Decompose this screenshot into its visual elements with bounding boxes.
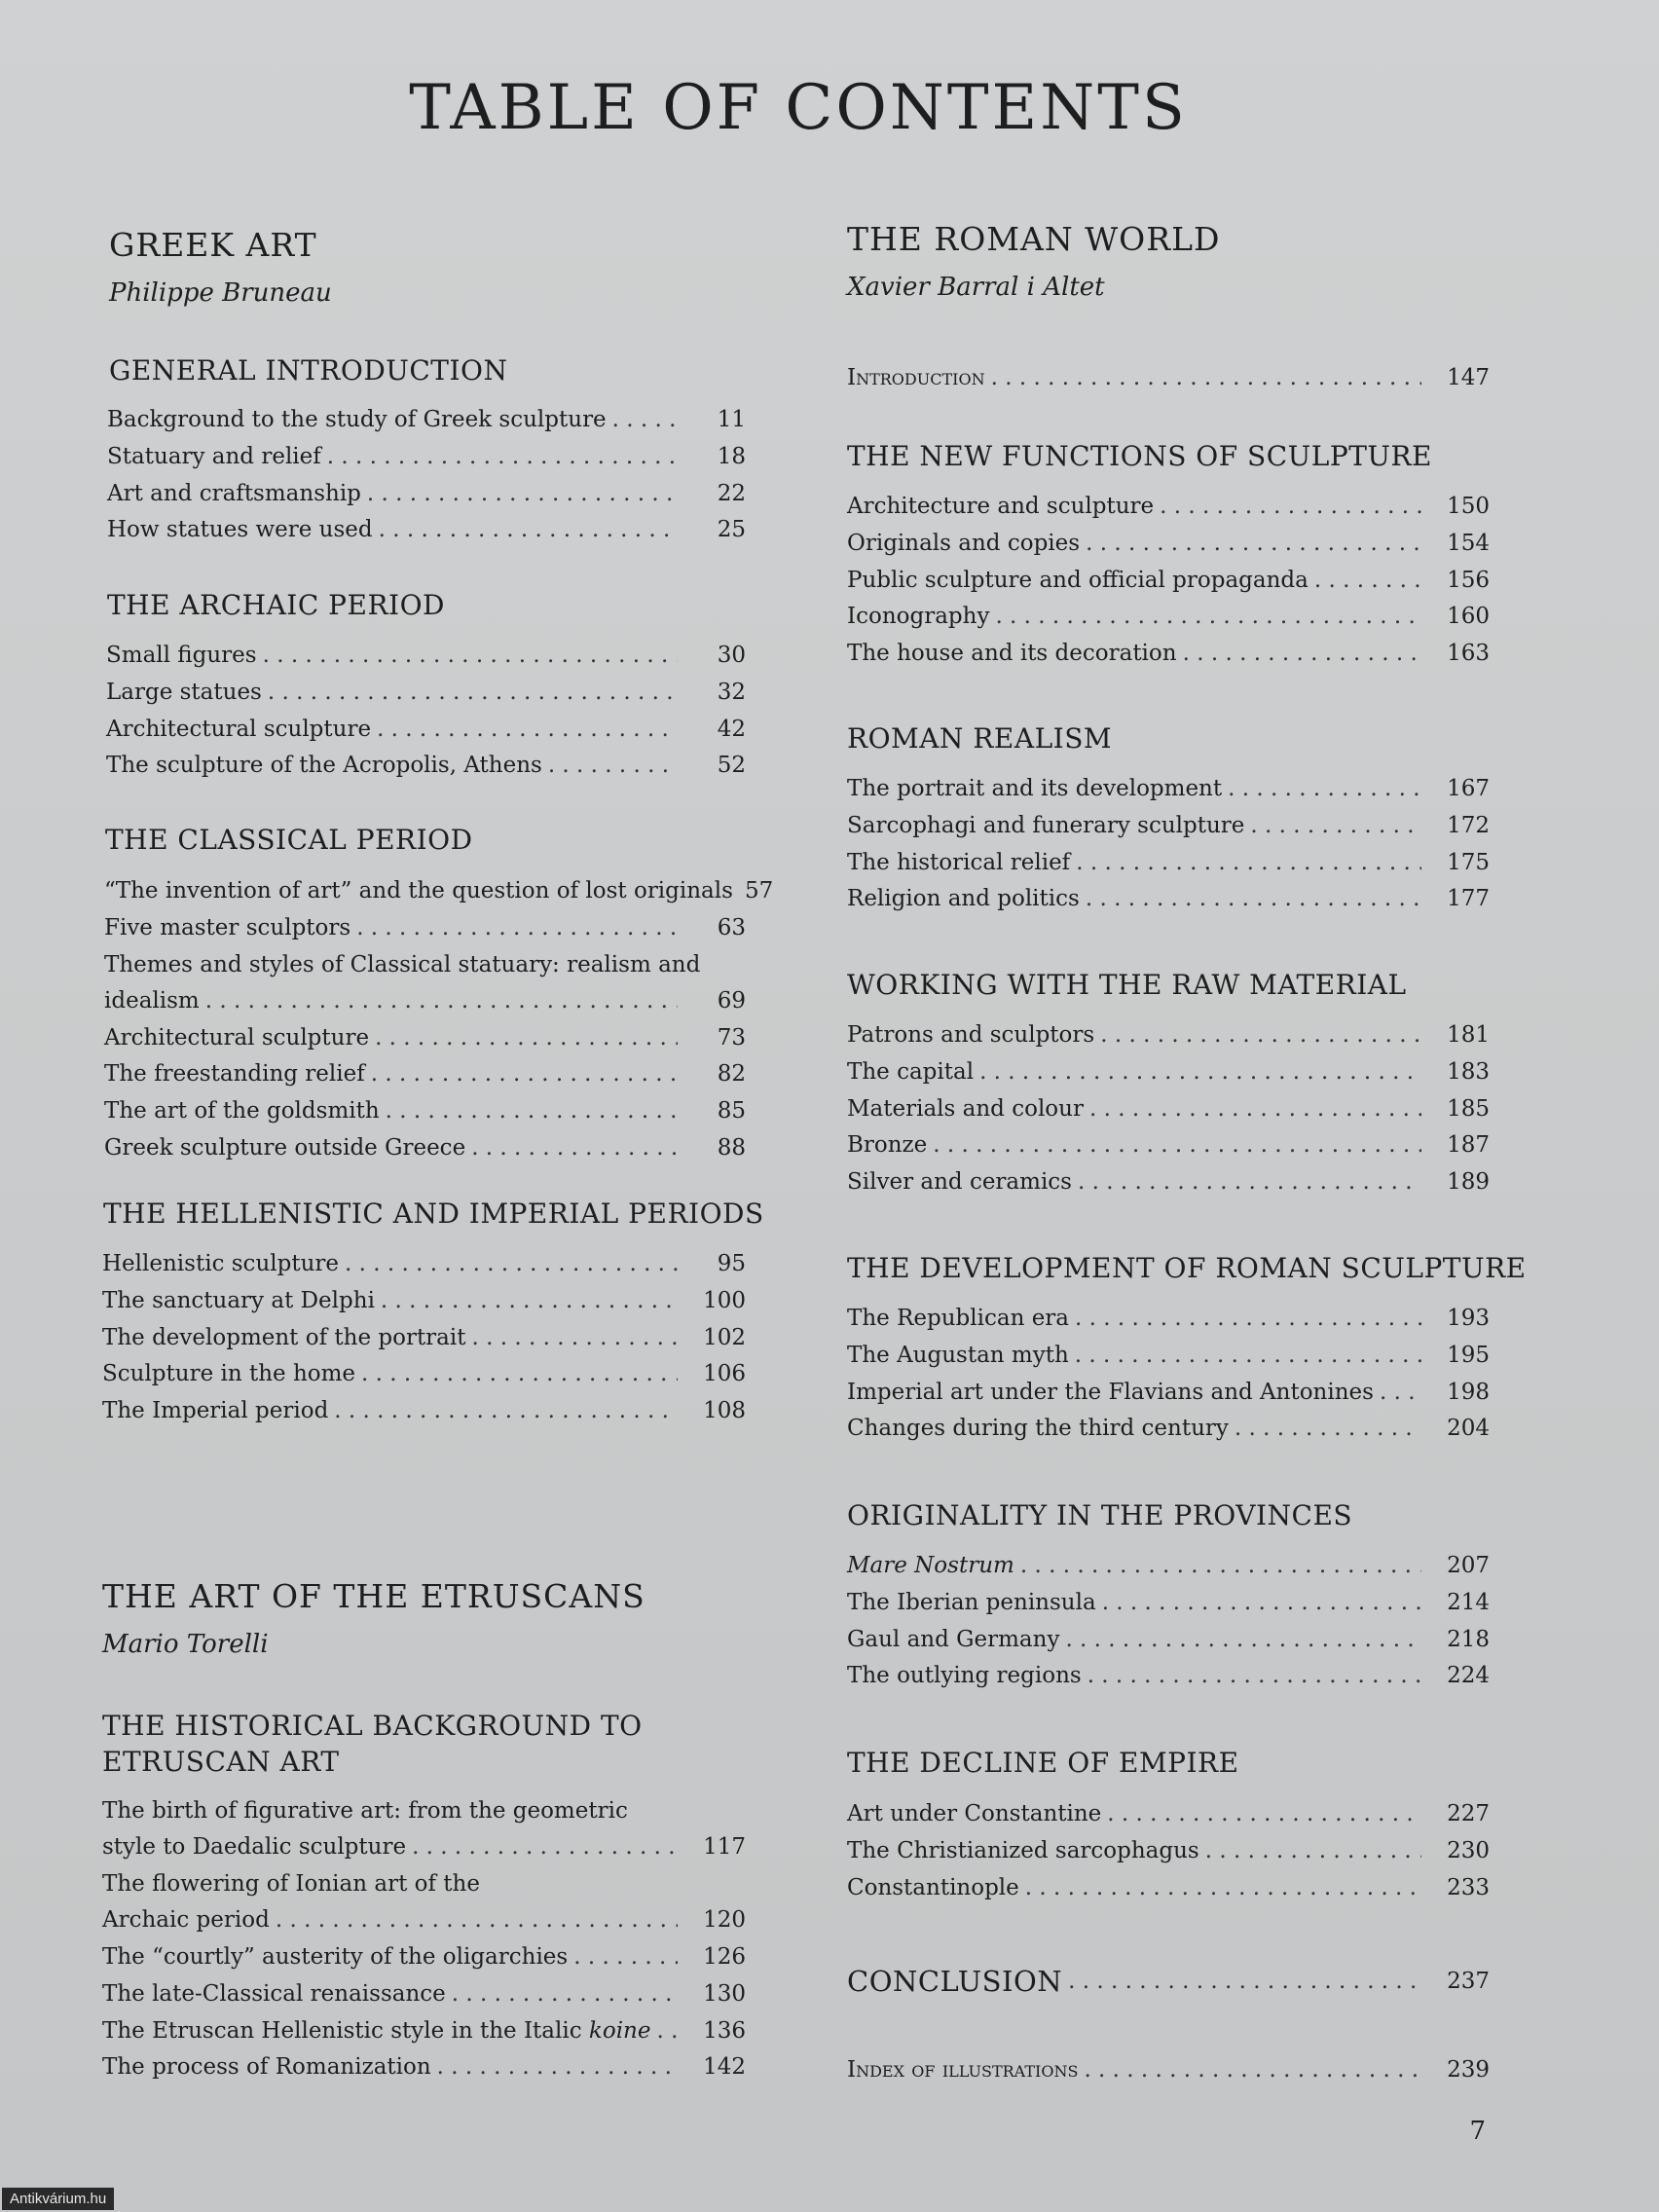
toc-entry[interactable] bbox=[107, 512, 746, 548]
leader-dots bbox=[1086, 881, 1421, 917]
toc-entry-page: 88 bbox=[717, 1135, 746, 1161]
leader-dots bbox=[1084, 2052, 1421, 2088]
toc-entry[interactable] bbox=[847, 563, 1490, 599]
toc-entry-label: The Republican era bbox=[847, 1306, 1070, 1331]
leader-dots bbox=[276, 1902, 678, 1938]
leader-dots bbox=[371, 1056, 678, 1092]
leader-dots bbox=[412, 1829, 678, 1865]
toc-entry[interactable] bbox=[847, 1870, 1490, 1906]
toc-entry-label: The house and its decoration bbox=[847, 641, 1177, 667]
toc-entry-label: Imperial art under the Flavians and Antonines bbox=[847, 1379, 1374, 1405]
toc-entry-page: 183 bbox=[1447, 1058, 1490, 1085]
toc-entry-label: Iconography bbox=[847, 604, 990, 630]
toc-entry-label-italic: koine bbox=[588, 2017, 651, 2044]
toc-entry-label: Architectural sculpture bbox=[104, 1024, 370, 1051]
toc-entry[interactable] bbox=[102, 1393, 746, 1429]
toc-entry[interactable] bbox=[847, 1091, 1490, 1127]
toc-entry-page: 163 bbox=[1447, 641, 1490, 667]
toc-entry-label: The Christianized sarcophagus bbox=[847, 1837, 1199, 1863]
toc-entry-label: Introduction bbox=[847, 365, 985, 390]
etruscan-author: Mario Torelli bbox=[102, 1630, 269, 1659]
toc-entry[interactable] bbox=[847, 1301, 1490, 1337]
toc-entry-label: Public sculpture and official propaganda bbox=[847, 567, 1309, 593]
leader-dots bbox=[379, 512, 678, 548]
toc-entry[interactable] bbox=[107, 476, 746, 512]
section-heading: ORIGINALITY IN THE PROVINCES bbox=[847, 1499, 1353, 1531]
toc-entry-label: The historical relief bbox=[847, 849, 1071, 875]
leader-dots bbox=[1183, 636, 1421, 672]
leader-dots bbox=[1025, 1870, 1421, 1906]
toc-entry-label: The art of the goldsmith bbox=[104, 1098, 380, 1124]
section-heading: GENERAL INTRODUCTION bbox=[109, 354, 508, 387]
toc-entry[interactable] bbox=[847, 845, 1490, 881]
leader-dots bbox=[1314, 563, 1421, 599]
toc-entry[interactable] bbox=[847, 1017, 1490, 1053]
toc-entry-label: The Augustan myth bbox=[847, 1342, 1069, 1368]
toc-entry[interactable] bbox=[102, 2049, 746, 2085]
leader-dots bbox=[377, 712, 678, 748]
toc-entry-page: 224 bbox=[1447, 1663, 1490, 1689]
toc-entry-page: 82 bbox=[717, 1061, 746, 1088]
toc-entry[interactable] bbox=[847, 599, 1490, 635]
toc-entry-page: 108 bbox=[703, 1398, 746, 1424]
section-heading: THE NEW FUNCTIONS OF SCULPTURE bbox=[847, 440, 1432, 472]
toc-entry-page: 189 bbox=[1447, 1169, 1490, 1196]
toc-entry-label: The freestanding relief bbox=[104, 1061, 365, 1088]
toc-entry-label: Sarcophagi and funerary sculpture bbox=[847, 812, 1245, 838]
leader-dots bbox=[991, 360, 1421, 396]
section-heading: WORKING WITH THE RAW MATERIAL bbox=[847, 969, 1407, 1001]
toc-entry-label: Architecture and sculpture bbox=[847, 494, 1155, 519]
toc-entry[interactable] bbox=[847, 1375, 1490, 1411]
toc-entry-label: idealism bbox=[104, 987, 200, 1014]
toc-entry[interactable] bbox=[106, 638, 746, 674]
toc-entry[interactable] bbox=[847, 489, 1490, 525]
toc-entry-page: 233 bbox=[1447, 1874, 1490, 1900]
section-heading: THE ARCHAIC PERIOD bbox=[107, 589, 446, 621]
toc-entry-label: Materials and colour bbox=[847, 1095, 1084, 1122]
toc-entry-label: The outlying regions bbox=[847, 1663, 1082, 1689]
roman-part-title: THE ROMAN WORLD bbox=[847, 220, 1221, 258]
leader-dots bbox=[1235, 1411, 1421, 1447]
toc-entry-page: 25 bbox=[717, 517, 746, 543]
toc-entry-page: 102 bbox=[703, 1324, 746, 1350]
toc-entry-page: 18 bbox=[717, 443, 746, 469]
toc-entry[interactable] bbox=[107, 402, 746, 438]
toc-entry[interactable] bbox=[106, 675, 746, 711]
toc-entry-label: The Imperial period bbox=[102, 1398, 329, 1424]
toc-entry-page: 117 bbox=[703, 1834, 746, 1861]
toc-entry-page: 147 bbox=[1447, 365, 1490, 390]
leader-dots bbox=[205, 983, 678, 1019]
toc-entry-page: 175 bbox=[1447, 849, 1490, 875]
toc-entry-page: 22 bbox=[717, 480, 746, 506]
section-heading: THE DECLINE OF EMPIRE bbox=[847, 1747, 1239, 1779]
section-heading bbox=[102, 1708, 643, 1780]
leader-dots bbox=[548, 748, 678, 784]
toc-entry-label: Changes during the third century bbox=[847, 1416, 1229, 1442]
toc-entry[interactable] bbox=[106, 748, 746, 784]
toc-entry-page: 63 bbox=[717, 914, 746, 940]
toc-entry-page: 154 bbox=[1447, 530, 1490, 556]
toc-entry[interactable] bbox=[102, 1320, 746, 1356]
toc-entry-label: The “courtly” austerity of the oligarchies bbox=[102, 1944, 569, 1970]
toc-entry[interactable] bbox=[107, 439, 746, 475]
toc-entry-introduction[interactable] bbox=[847, 360, 1490, 396]
toc-entry-page: 73 bbox=[717, 1024, 746, 1051]
toc-entry[interactable] bbox=[102, 1939, 746, 1975]
leader-dots bbox=[1086, 526, 1421, 562]
toc-entry-page: 239 bbox=[1447, 2057, 1490, 2083]
roman-author: Xavier Barral i Altet bbox=[847, 273, 1105, 302]
leader-dots bbox=[452, 1976, 678, 2012]
section-heading-line: THE HISTORICAL BACKGROUND TO bbox=[102, 1710, 643, 1742]
toc-entry[interactable] bbox=[847, 1338, 1490, 1374]
toc-entry[interactable] bbox=[102, 1902, 746, 1938]
leader-dots bbox=[437, 2049, 678, 2085]
toc-entry-page: 160 bbox=[1447, 604, 1490, 630]
toc-entry-page: 167 bbox=[1447, 776, 1490, 801]
toc-entry[interactable] bbox=[847, 808, 1490, 844]
leader-dots bbox=[1205, 1833, 1421, 1869]
toc-entry-page: 181 bbox=[1447, 1022, 1490, 1048]
toc-entry-page: 227 bbox=[1447, 1801, 1490, 1826]
toc-entry-label: Mare Nostrum bbox=[847, 1553, 1014, 1578]
toc-entry[interactable] bbox=[847, 771, 1490, 807]
toc-entry-page: 130 bbox=[703, 1980, 746, 2007]
toc-entry-page: 156 bbox=[1447, 567, 1490, 593]
toc-entry[interactable] bbox=[847, 1411, 1490, 1447]
toc-entry-label: Bronze bbox=[847, 1132, 928, 1159]
etruscan-part-title: THE ART OF THE ETRUSCANS bbox=[102, 1577, 645, 1615]
toc-entry-page: 218 bbox=[1447, 1626, 1490, 1652]
leader-dots bbox=[327, 439, 678, 475]
leader-dots bbox=[1076, 845, 1421, 881]
leader-dots bbox=[356, 910, 678, 946]
leader-dots bbox=[1107, 1796, 1421, 1832]
leader-dots bbox=[1068, 1959, 1421, 2004]
toc-entry[interactable] bbox=[104, 1056, 746, 1092]
toc-entry-page: 237 bbox=[1447, 1969, 1490, 1994]
leader-dots bbox=[345, 1246, 678, 1282]
leader-dots bbox=[657, 2013, 679, 2049]
greek-part-title: GREEK ART bbox=[109, 226, 317, 264]
toc-entry-page: 52 bbox=[717, 753, 746, 779]
toc-entry-label-line: Themes and styles of Classical statuary: realism and bbox=[104, 951, 701, 977]
toc-entry[interactable] bbox=[847, 526, 1490, 562]
page-number: 7 bbox=[1469, 2117, 1486, 2146]
toc-entry[interactable] bbox=[104, 873, 774, 909]
toc-entry-page: 69 bbox=[717, 987, 746, 1014]
toc-entry-label: Religion and politics bbox=[847, 886, 1080, 912]
toc-entry-label: The development of the portrait bbox=[102, 1324, 466, 1350]
leader-dots bbox=[471, 1130, 678, 1166]
toc-entry-label bbox=[102, 2013, 651, 2049]
toc-entry-label: Architectural sculpture bbox=[106, 716, 372, 742]
toc-entry-page: 230 bbox=[1447, 1837, 1490, 1863]
toc-entry-label: The portrait and its development bbox=[847, 776, 1223, 801]
toc-entry-page: 95 bbox=[717, 1251, 746, 1276]
toc-entry-label: Greek sculpture outside Greece bbox=[104, 1135, 466, 1161]
toc-entry-label: Hellenistic sculpture bbox=[102, 1251, 339, 1276]
toc-entry-page: 57 bbox=[744, 878, 774, 903]
toc-entry-page: 142 bbox=[703, 2054, 746, 2081]
toc-entry-index[interactable] bbox=[847, 2052, 1490, 2088]
toc-entry-label: Large statues bbox=[106, 679, 262, 705]
toc-entry-page: 185 bbox=[1447, 1095, 1490, 1122]
toc-entry-label: The sculpture of the Acropolis, Athens bbox=[106, 753, 542, 779]
toc-entry-page: 11 bbox=[717, 407, 746, 432]
toc-entry[interactable] bbox=[102, 1356, 746, 1392]
toc-entry-page: 198 bbox=[1447, 1379, 1490, 1405]
leader-dots bbox=[1065, 1622, 1421, 1658]
page-title: TABLE OF CONTENTS bbox=[409, 72, 1188, 144]
toc-entry-label: Originals and copies bbox=[847, 530, 1081, 556]
toc-entry-page: 187 bbox=[1447, 1132, 1490, 1159]
toc-entry-label: How statues were used bbox=[107, 517, 373, 543]
toc-entry[interactable] bbox=[102, 1829, 746, 1865]
toc-entry-page: 150 bbox=[1447, 494, 1490, 519]
toc-entry[interactable] bbox=[847, 636, 1490, 672]
section-heading: THE HELLENISTIC AND IMPERIAL PERIODS bbox=[103, 1198, 764, 1230]
toc-entry[interactable] bbox=[104, 1130, 746, 1166]
leader-dots bbox=[1160, 489, 1421, 525]
leader-dots bbox=[979, 1054, 1421, 1090]
toc-entry-page: 120 bbox=[703, 1907, 746, 1934]
leader-dots bbox=[1020, 1548, 1421, 1584]
toc-entry-label: Constantinople bbox=[847, 1874, 1019, 1900]
toc-entry-label: The Iberian peninsula bbox=[847, 1589, 1096, 1615]
leader-dots bbox=[1102, 1585, 1421, 1621]
toc-entry-label-line: The birth of figurative art: from the geometric bbox=[102, 1798, 628, 1824]
watermark: Antikvárium.hu bbox=[2, 2188, 114, 2210]
leader-dots bbox=[361, 1356, 678, 1392]
toc-entry-label: Statuary and relief bbox=[107, 443, 321, 469]
toc-entry-label: Five master sculptors bbox=[104, 914, 351, 940]
toc-entry-label: Gaul and Germany bbox=[847, 1626, 1060, 1652]
toc-entry-label: CONCLUSION bbox=[847, 1965, 1063, 1998]
toc-entry-page: 42 bbox=[717, 716, 746, 742]
leader-dots bbox=[933, 1127, 1421, 1163]
leader-dots bbox=[995, 599, 1421, 635]
toc-entry-page: 106 bbox=[703, 1361, 746, 1387]
leader-dots bbox=[1228, 771, 1421, 807]
greek-author: Philippe Bruneau bbox=[109, 278, 332, 308]
toc-entry-label: The process of Romanization bbox=[102, 2054, 431, 2081]
toc-entry-page: 100 bbox=[703, 1287, 746, 1313]
toc-entry-page: 85 bbox=[717, 1098, 746, 1124]
leader-dots bbox=[263, 638, 678, 674]
toc-entry-label: Background to the study of Greek sculpture bbox=[107, 407, 607, 432]
leader-dots bbox=[367, 476, 678, 512]
toc-entry-label: The sanctuary at Delphi bbox=[102, 1287, 375, 1313]
leader-dots bbox=[268, 675, 678, 711]
leader-dots bbox=[1089, 1091, 1421, 1127]
toc-entry[interactable] bbox=[847, 1622, 1490, 1658]
toc-entry-page: 177 bbox=[1447, 886, 1490, 912]
toc-entry-page: 204 bbox=[1447, 1416, 1490, 1442]
leader-dots bbox=[573, 1939, 678, 1975]
toc-entry[interactable] bbox=[102, 1283, 746, 1319]
leader-dots bbox=[1100, 1017, 1421, 1053]
toc-entry-conclusion[interactable] bbox=[847, 1959, 1490, 2004]
section-heading: THE CLASSICAL PERIOD bbox=[105, 824, 473, 856]
toc-entry-page: 136 bbox=[703, 2017, 746, 2044]
toc-entry[interactable] bbox=[847, 881, 1490, 917]
toc-entry-page: 207 bbox=[1447, 1553, 1490, 1578]
leader-dots bbox=[1088, 1658, 1421, 1694]
toc-entry[interactable] bbox=[847, 1658, 1490, 1694]
toc-entry-label: The capital bbox=[847, 1058, 975, 1085]
toc-entry[interactable] bbox=[104, 910, 746, 946]
toc-entry-label: Silver and ceramics bbox=[847, 1169, 1072, 1196]
toc-entry[interactable] bbox=[104, 1093, 746, 1129]
leader-dots bbox=[1380, 1375, 1421, 1411]
toc-entry-label: Art and craftsmanship bbox=[107, 480, 361, 506]
leader-dots bbox=[472, 1320, 679, 1356]
leader-dots bbox=[334, 1393, 678, 1429]
section-heading: ROMAN REALISM bbox=[847, 722, 1113, 755]
leader-dots bbox=[1078, 1164, 1421, 1200]
toc-entry-page: 193 bbox=[1447, 1306, 1490, 1331]
toc-entry-label: Archaic period bbox=[102, 1907, 270, 1934]
leader-dots bbox=[381, 1283, 678, 1319]
toc-entry[interactable] bbox=[102, 1976, 746, 2012]
leader-dots bbox=[1075, 1301, 1421, 1337]
toc-entry[interactable] bbox=[847, 1796, 1490, 1832]
toc-entry[interactable] bbox=[104, 1020, 746, 1056]
toc-entry-page: 30 bbox=[717, 643, 746, 668]
toc-entry-label: Patrons and sculptors bbox=[847, 1022, 1095, 1048]
toc-entry[interactable] bbox=[847, 1548, 1490, 1584]
leader-dots bbox=[612, 402, 678, 438]
toc-entry[interactable] bbox=[847, 1585, 1490, 1621]
toc-entry-label-text: The Etruscan Hellenistic style in the Italic bbox=[102, 2017, 589, 2044]
toc-entry-label: Index of illustrations bbox=[847, 2057, 1079, 2083]
toc-entry-label: The late-Classical renaissance bbox=[102, 1980, 446, 2007]
toc-entry-label: Small figures bbox=[106, 643, 257, 668]
section-heading-line: ETRUSCAN ART bbox=[102, 1746, 340, 1778]
toc-entry-label-line: The flowering of Ionian art of the bbox=[102, 1871, 480, 1897]
toc-entry[interactable] bbox=[847, 1833, 1490, 1869]
toc-entry-page: 195 bbox=[1447, 1342, 1490, 1368]
toc-entry-label: Art under Constantine bbox=[847, 1801, 1102, 1826]
section-heading: THE DEVELOPMENT OF ROMAN SCULPTURE bbox=[847, 1252, 1527, 1284]
toc-entry[interactable] bbox=[847, 1127, 1490, 1163]
leader-dots bbox=[375, 1020, 678, 1056]
toc-entry-page: 172 bbox=[1447, 812, 1490, 838]
toc-entry[interactable] bbox=[106, 712, 746, 748]
toc-entry-label: Sculpture in the home bbox=[102, 1361, 356, 1387]
leader-dots bbox=[1075, 1338, 1421, 1374]
toc-entry-page: 32 bbox=[717, 679, 746, 705]
toc-entry-label: “The invention of art” and the question of lost originals bbox=[104, 878, 733, 903]
toc-entry[interactable] bbox=[847, 1164, 1490, 1200]
leader-dots bbox=[1250, 808, 1421, 844]
toc-entry[interactable] bbox=[102, 2013, 746, 2049]
toc-entry[interactable] bbox=[847, 1054, 1490, 1090]
toc-entry[interactable] bbox=[102, 1246, 746, 1282]
leader-dots bbox=[386, 1093, 678, 1129]
toc-entry[interactable] bbox=[104, 983, 746, 1019]
toc-entry-page: 126 bbox=[703, 1944, 746, 1970]
toc-entry-page: 214 bbox=[1447, 1589, 1490, 1615]
toc-entry-label: style to Daedalic sculpture bbox=[102, 1834, 407, 1861]
